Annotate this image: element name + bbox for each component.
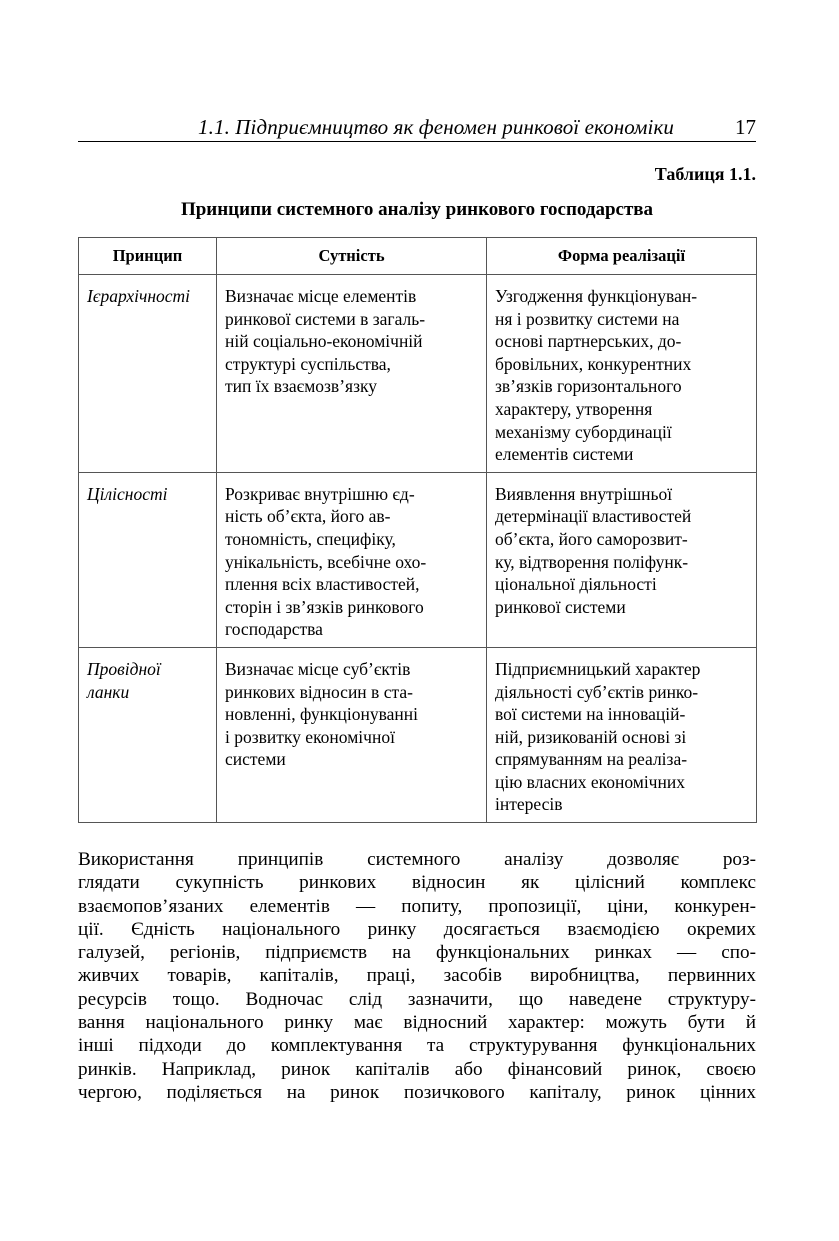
body-line: вання національного ринку має відносний характер: можуть бути й bbox=[78, 1012, 756, 1034]
running-title: 1.1. Підприємництво як феномен ринкової економіки bbox=[198, 115, 674, 139]
table-caption: Принципи системного аналізу ринкового господарства bbox=[180, 199, 654, 220]
table-header-row bbox=[79, 238, 757, 275]
column-header-principle: Принцип bbox=[79, 238, 217, 275]
cell-line: унікальність, всебічне охо- bbox=[225, 551, 427, 572]
column-header-essence: Сутність bbox=[217, 238, 487, 275]
table-number: Таблиця 1.1. bbox=[654, 164, 756, 184]
cell-line: Узгодження функціонуван- bbox=[495, 286, 698, 306]
cell-line: Розкриває внутрішню єд- bbox=[225, 483, 415, 504]
cell-line: механізму субординації bbox=[495, 421, 672, 442]
cell-line: ринкової системи bbox=[495, 596, 626, 617]
cell-line: системи bbox=[225, 749, 286, 770]
body-line: ресурсів тощо. Водночас слід зазначити, що наведене структуру- bbox=[78, 988, 756, 1010]
cell-line: плення всіх властивостей, bbox=[225, 574, 420, 595]
cell-essence bbox=[217, 472, 487, 647]
running-header bbox=[78, 113, 756, 142]
cell-line: ланки bbox=[87, 681, 130, 702]
cell-line: діяльності суб’єктів ринко- bbox=[495, 681, 699, 702]
cell-line: зв’язків горизонтального bbox=[495, 376, 682, 397]
cell-line: Підприємницький характер bbox=[495, 658, 701, 679]
cell-line: спрямуванням на реаліза- bbox=[495, 749, 688, 770]
cell-line: Цілісності bbox=[87, 483, 168, 504]
cell-line: Провідної bbox=[87, 658, 161, 679]
cell-form bbox=[487, 275, 757, 473]
cell-line: структурі суспільства, bbox=[225, 353, 391, 374]
cell-line: Визначає місце елементів bbox=[225, 286, 417, 306]
cell-line: характеру, утворення bbox=[495, 398, 653, 419]
body-line: ції. Єдність національного ринку досягається взаємодією окремих bbox=[78, 918, 756, 940]
body-line: живчих товарів, капіталів, праці, засобів виробництва, первинних bbox=[78, 965, 756, 987]
body-line: ринків. Наприклад, ринок капіталів або фінансовий ринок, своєю bbox=[78, 1058, 756, 1080]
cell-line: сторін і зв’язків ринкового bbox=[225, 596, 424, 617]
page-number: 17 bbox=[735, 115, 756, 139]
cell-line: тип їх взаємозв’язку bbox=[225, 376, 377, 397]
body-line: глядати сукупність ринкових відносин як цілісний комплекс bbox=[78, 872, 756, 894]
cell-line: основі партнерських, до- bbox=[495, 331, 682, 352]
cell-line: інтересів bbox=[495, 794, 563, 815]
table-row bbox=[79, 647, 757, 822]
cell-line: бровільних, конкурентних bbox=[495, 353, 692, 374]
cell-line: об’єкта, його саморозвит- bbox=[495, 528, 688, 549]
cell-line: ній, ризикованій основі зі bbox=[495, 726, 687, 747]
cell-essence bbox=[217, 647, 487, 822]
cell-line: цію власних економічних bbox=[495, 771, 685, 792]
cell-principle bbox=[79, 275, 217, 473]
cell-line: ринкових відносин в ста- bbox=[225, 681, 413, 702]
cell-form bbox=[487, 647, 757, 822]
cell-line: ній соціально-економічній bbox=[225, 331, 423, 352]
cell-line: тономність, специфіку, bbox=[225, 528, 396, 549]
cell-line: Виявлення внутрішньої bbox=[495, 483, 673, 504]
principles-table bbox=[78, 237, 757, 823]
body-paragraph bbox=[78, 848, 756, 1104]
cell-form bbox=[487, 472, 757, 647]
cell-principle bbox=[79, 647, 217, 822]
column-header-form: Форма реалізації bbox=[487, 238, 757, 275]
cell-line: вої системи на інновацій- bbox=[495, 704, 686, 725]
cell-line: детермінації властивостей bbox=[495, 506, 692, 527]
body-line: чергою, поділяється на ринок позичкового капіталу, ринок цінних bbox=[78, 1081, 756, 1103]
cell-line: ринкової системи в загаль- bbox=[225, 308, 426, 329]
cell-principle bbox=[79, 472, 217, 647]
body-line: взаємопов’язаних елементів — попиту, пропозиції, ціни, конкурен- bbox=[78, 895, 756, 917]
cell-line: ціональної діяльності bbox=[495, 574, 657, 595]
body-line: галузей, регіонів, підприємств на функціональних ринках — спо- bbox=[78, 942, 756, 964]
cell-line: господарства bbox=[225, 619, 323, 640]
body-line: Використання принципів системного аналізу дозволяє роз- bbox=[78, 849, 756, 870]
table-row bbox=[79, 275, 757, 473]
cell-line: і розвитку економічної bbox=[225, 726, 395, 747]
cell-line: елементів системи bbox=[495, 444, 634, 465]
cell-line: ня і розвитку системи на bbox=[495, 308, 680, 329]
cell-line: ку, відтворення поліфунк- bbox=[495, 551, 689, 572]
cell-line: Визначає місце суб’єктів bbox=[225, 658, 411, 679]
cell-line: Ієрархічності bbox=[87, 286, 191, 306]
table-row bbox=[79, 472, 757, 647]
cell-line: новленні, функціонуванні bbox=[225, 704, 418, 725]
body-line: інші підходи до комплектування та структурування функціональних bbox=[78, 1035, 756, 1057]
cell-essence bbox=[217, 275, 487, 473]
cell-line: ність об’єкта, його ав- bbox=[225, 506, 391, 527]
